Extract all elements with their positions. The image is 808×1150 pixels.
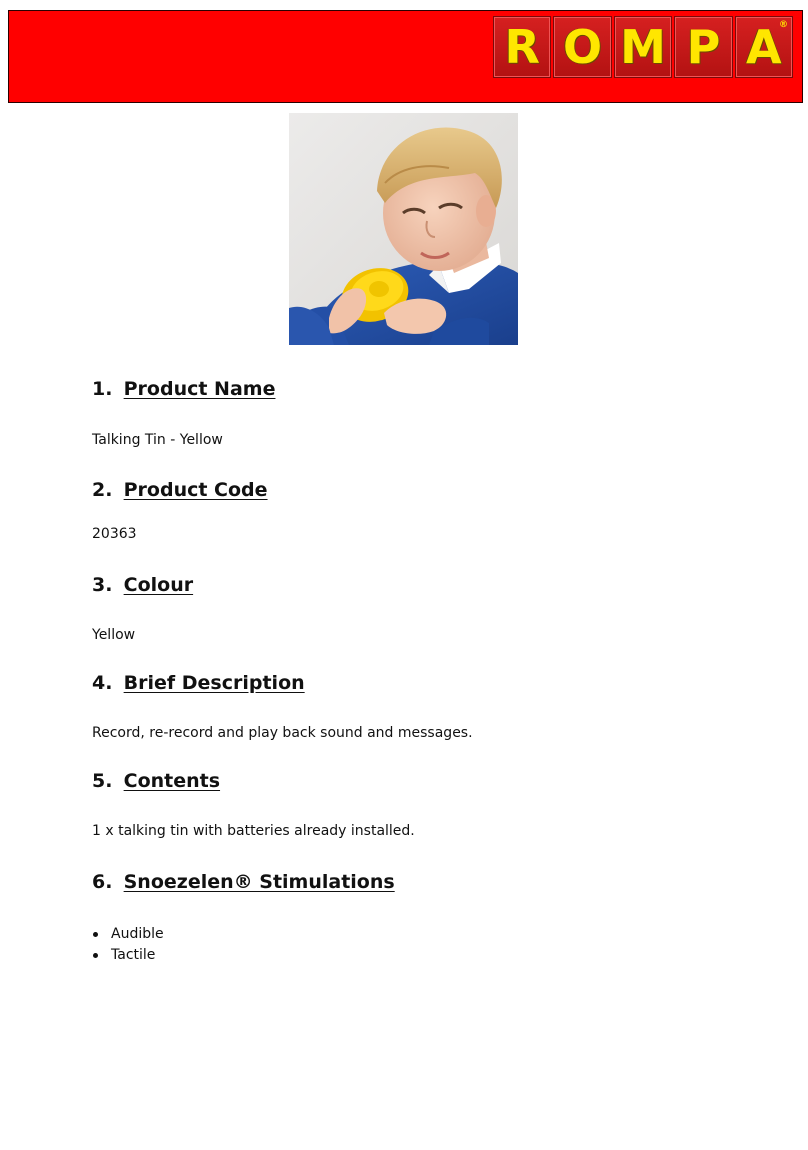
list-item xyxy=(92,924,164,945)
section-title: Product Code xyxy=(123,479,268,501)
section-heading-snoezelen-stimulations xyxy=(92,871,395,893)
logo-letter-p xyxy=(674,16,732,78)
section-number: 5. xyxy=(92,770,113,792)
logo-letter-m xyxy=(614,16,672,78)
section-heading-contents xyxy=(92,770,220,792)
logo-letter: P xyxy=(686,20,721,74)
section-title: Snoezelen® Stimulations xyxy=(123,871,395,893)
logo-letter: M xyxy=(620,20,666,74)
stimulations-list xyxy=(92,924,164,966)
section-heading-colour xyxy=(92,574,193,596)
registered-mark: ® xyxy=(779,20,789,30)
bullet-icon xyxy=(93,953,98,958)
logo-letter: R xyxy=(504,20,540,74)
logo-letter: A xyxy=(746,20,782,74)
colour-value: Yellow xyxy=(92,627,136,643)
product-name-value: Talking Tin - Yellow xyxy=(92,432,223,448)
logo-letter-o xyxy=(553,16,611,78)
bullet-icon xyxy=(93,932,98,937)
list-item-label: Tactile xyxy=(111,947,156,963)
section-heading-brief-description xyxy=(92,672,305,694)
contents-value: 1 x talking tin with batteries already installed. xyxy=(92,823,415,839)
rompa-logo xyxy=(493,16,793,78)
brief-description-value: Record, re-record and play back sound and messages. xyxy=(92,725,473,741)
section-number: 6. xyxy=(92,871,113,893)
section-title: Colour xyxy=(123,574,194,596)
list-item-label: Audible xyxy=(111,926,164,942)
section-number: 1. xyxy=(92,378,113,400)
logo-letter-a xyxy=(735,16,793,78)
child-holding-yellow-talking-tin-photo xyxy=(289,113,518,345)
product-code-value: 20363 xyxy=(92,526,137,542)
section-title: Brief Description xyxy=(123,672,305,694)
section-number: 3. xyxy=(92,574,113,596)
logo-letter: O xyxy=(563,20,603,74)
logo-letter-r xyxy=(493,16,551,78)
list-item xyxy=(92,945,164,966)
section-heading-product-name xyxy=(92,378,275,400)
section-title: Contents xyxy=(123,770,221,792)
section-number: 4. xyxy=(92,672,113,694)
section-number: 2. xyxy=(92,479,113,501)
section-heading-product-code xyxy=(92,479,268,501)
section-title: Product Name xyxy=(123,378,276,400)
product-photo xyxy=(289,113,518,345)
